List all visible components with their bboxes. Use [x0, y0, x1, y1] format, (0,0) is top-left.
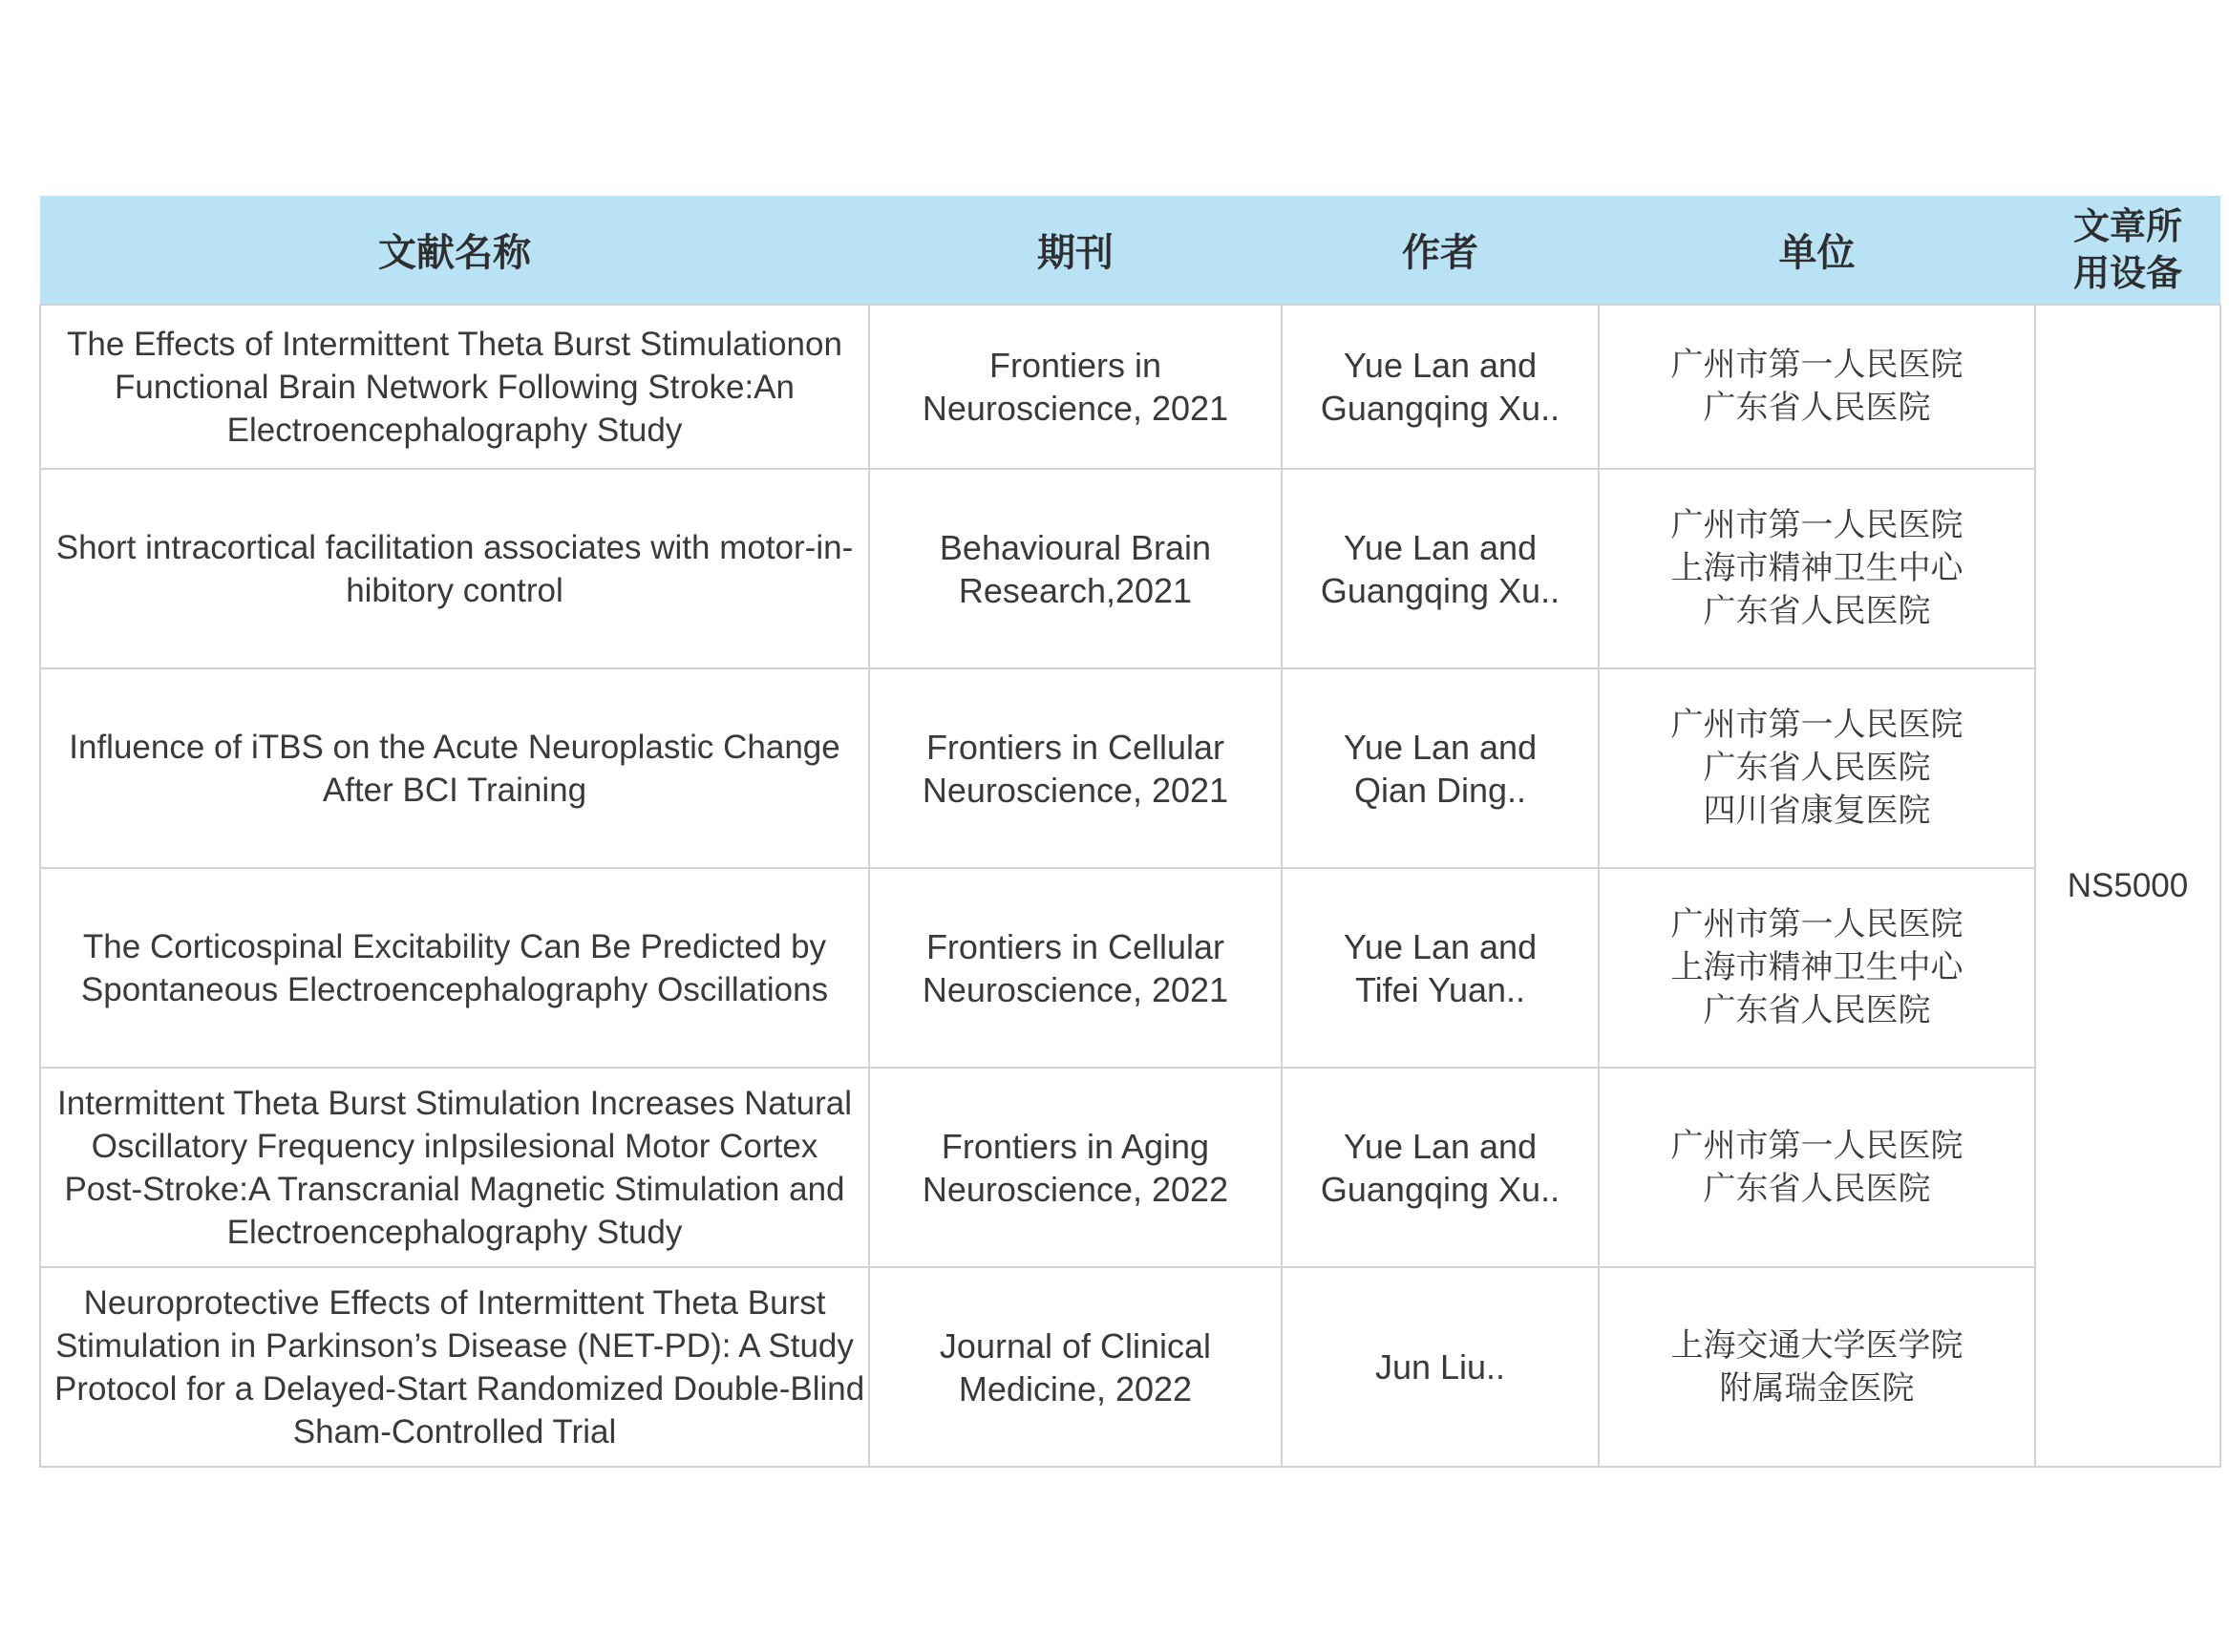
cell-title-line: Oscillatory Frequency inIpsilesional Motor Cortex	[91, 1127, 818, 1165]
header-row	[40, 196, 2220, 305]
cell-author-line: Yue Lan and	[1343, 727, 1538, 767]
cell-journal-line: Frontiers in Aging	[941, 1126, 1210, 1166]
cell-institution-line: 广州市第一人民医院	[1670, 706, 1964, 744]
cell-institution-line: 广东省人民医院	[1703, 389, 1931, 427]
cell-institution-line: 附属瑞金医院	[1719, 1368, 1915, 1408]
cell-title	[40, 469, 869, 668]
header-equipment-line-2: 用设备	[2072, 251, 2182, 294]
cell-author-line: Yue Lan and	[1343, 1126, 1538, 1166]
cell-title-line: After BCI Training	[322, 771, 587, 809]
cell-institution-line: 广东省人民医院	[1703, 592, 1931, 630]
table-row	[40, 469, 2220, 668]
cell-title-line: Electroencephalography Study	[226, 411, 683, 449]
cell-institution	[1599, 868, 2035, 1068]
cell-title-line: Intermittent Theta Burst Stimulation Increases Natural	[57, 1084, 852, 1122]
cell-journal	[869, 1068, 1282, 1267]
cell-author-line: Jun Liu..	[1374, 1347, 1506, 1387]
table-row	[40, 668, 2220, 868]
cell-journal-line: Frontiers in Cellular	[925, 727, 1225, 767]
cell-institution	[1599, 305, 2035, 469]
cell-author	[1282, 1068, 1599, 1267]
cell-author	[1282, 868, 1599, 1068]
literature-table	[39, 196, 2221, 1468]
cell-author-line: Yue Lan and	[1343, 346, 1538, 385]
cell-institution	[1599, 1068, 2035, 1267]
cell-journal-line: Journal of Clinical	[939, 1325, 1212, 1366]
cell-title-line: Functional Brain Network Following Stroke:An	[115, 368, 795, 406]
cell-journal-line: Behavioural Brain	[939, 527, 1212, 567]
cell-author-line: Guangqing Xu..	[1320, 1169, 1560, 1209]
cell-title	[40, 1267, 869, 1467]
cell-institution	[1599, 668, 2035, 868]
cell-institution-line: 广东省人民医院	[1703, 749, 1931, 787]
cell-journal	[869, 1267, 1282, 1467]
cell-institution-line: 四川省康复医院	[1703, 792, 1931, 830]
cell-institution-line: 上海交通大学医学院	[1670, 1325, 1964, 1365]
cell-institution	[1599, 1267, 2035, 1467]
header-journal: 期刊	[869, 196, 1282, 305]
cell-title-line: Protocol for a Delayed-Start Randomized Double-Blind	[54, 1369, 865, 1408]
header-author: 作者	[1282, 196, 1599, 305]
cell-title	[40, 305, 869, 469]
cell-journal-line: Neuroscience, 2021	[922, 389, 1229, 428]
cell-title-line: Neuroprotective Effects of Intermittent Theta Burst	[83, 1283, 826, 1322]
cell-author-line: Guangqing Xu..	[1320, 389, 1560, 428]
cell-journal-line: Research,2021	[958, 570, 1193, 610]
cell-author-line: Yue Lan and	[1343, 527, 1538, 567]
cell-institution	[1599, 469, 2035, 668]
cell-title-line: Spontaneous Electroencephalography Oscillations	[80, 970, 829, 1008]
header-equipment	[2035, 196, 2220, 305]
cell-institution-line: 广东省人民医院	[1703, 991, 1931, 1029]
cell-institution-line: 广州市第一人民医院	[1670, 1126, 1964, 1165]
cell-title-line: The Effects of Intermittent Theta Burst Stimulationon	[67, 325, 842, 363]
cell-title	[40, 668, 869, 868]
table-row	[40, 1267, 2220, 1467]
cell-equipment: NS5000	[2035, 305, 2220, 1467]
cell-author	[1282, 1267, 1599, 1467]
cell-journal	[869, 868, 1282, 1068]
table-body	[40, 305, 2220, 1467]
cell-journal-line: Neuroscience, 2021	[922, 770, 1229, 810]
cell-institution-line: 广州市第一人民医院	[1670, 346, 1964, 384]
cell-author-line: Guangqing Xu..	[1320, 570, 1560, 610]
table-header	[40, 196, 2220, 305]
table-row	[40, 1068, 2220, 1267]
cell-journal	[869, 668, 1282, 868]
cell-journal-line: Frontiers in	[988, 346, 1162, 385]
cell-institution-line: 上海市精神卫生中心	[1670, 549, 1964, 587]
header-title: 文献名称	[40, 196, 869, 305]
cell-title	[40, 1068, 869, 1267]
cell-title-line: Short intracortical facilitation associates with motor-in-	[55, 528, 854, 566]
cell-title-line: Stimulation in Parkinson’s Disease (NET-PD): A Study	[55, 1326, 854, 1365]
cell-journal-line: Medicine, 2022	[958, 1368, 1193, 1408]
cell-journal	[869, 305, 1282, 469]
header-institution: 单位	[1599, 196, 2035, 305]
cell-journal-line: Frontiers in Cellular	[925, 926, 1225, 966]
cell-institution-line: 广东省人民医院	[1703, 1169, 1931, 1208]
cell-title-line: hibitory control	[346, 571, 563, 609]
cell-title-line: Influence of iTBS on the Acute Neuroplastic Change	[69, 728, 840, 766]
cell-author-line: Tifei Yuan..	[1354, 969, 1526, 1009]
cell-author	[1282, 305, 1599, 469]
cell-institution-line: 上海市精神卫生中心	[1670, 948, 1964, 986]
header-equipment-line-1: 文章所	[2072, 204, 2182, 247]
cell-institution-line: 广州市第一人民医院	[1670, 905, 1964, 943]
cell-title	[40, 868, 869, 1068]
cell-author	[1282, 469, 1599, 668]
cell-author-line: Qian Ding..	[1353, 770, 1527, 810]
table-row	[40, 305, 2220, 469]
cell-title-line: Post-Stroke:A Transcranial Magnetic Stimulation and	[64, 1170, 845, 1208]
cell-title-line: Electroencephalography Study	[226, 1213, 683, 1251]
cell-author-line: Yue Lan and	[1343, 926, 1538, 966]
cell-title-line: The Corticospinal Excitability Can Be Predicted by	[82, 927, 827, 965]
literature-table-container	[39, 196, 2219, 1468]
cell-institution-line: 广州市第一人民医院	[1670, 506, 1964, 544]
cell-journal	[869, 469, 1282, 668]
table-row	[40, 868, 2220, 1068]
cell-journal-line: Neuroscience, 2022	[922, 1169, 1229, 1209]
cell-title-line: Sham-Controlled Trial	[292, 1412, 617, 1451]
cell-journal-line: Neuroscience, 2021	[922, 969, 1229, 1009]
cell-author	[1282, 668, 1599, 868]
